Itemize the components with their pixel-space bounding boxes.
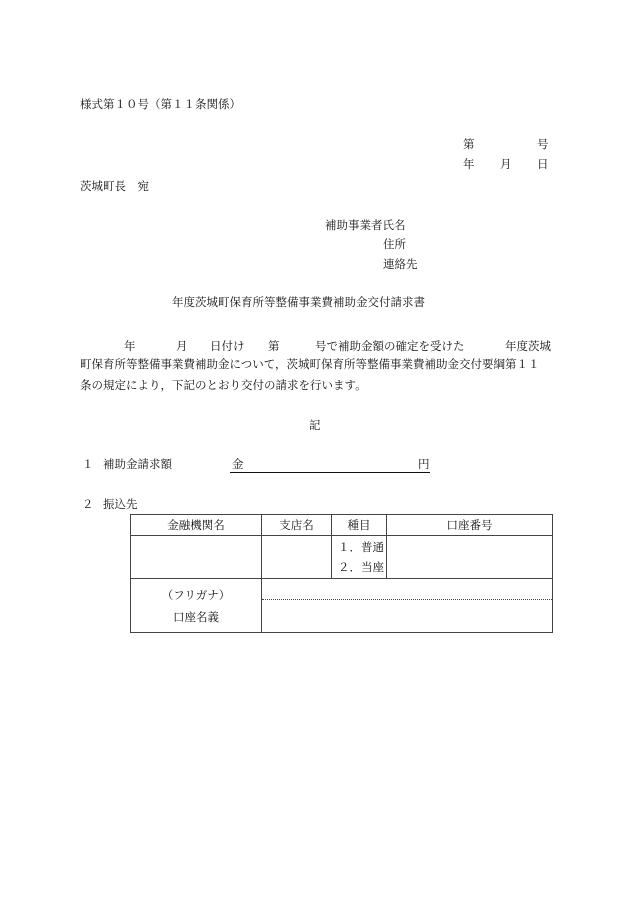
item2-label: 振込先 [103,497,138,511]
date-month: 月 [500,157,512,171]
body-line-3: 条の規定により，下記のとおり交付の請求を行います。 [80,378,367,392]
document-title: 年度茨城町保育所等整備事業費補助金交付請求書 [172,295,425,309]
account-name-label-cell [131,579,262,633]
body-go-text: 号で補助金額の確定を受けた [315,339,465,353]
applicant-address-label: 住所 [383,237,406,251]
item1-number: １ [82,457,94,471]
amount-field[interactable] [230,457,430,473]
header-account-type: 種目 [332,515,387,536]
addressee: 茨城町長 宛 [80,179,149,193]
ki-heading: 記 [309,418,321,432]
body-line-2: 町保育所等整備事業費補助金について，茨城町保育所等整備事業費補助金交付要綱第１１ [80,357,540,371]
item2-number: ２ [82,497,94,511]
account-name-input-cell[interactable] [262,579,553,633]
bank-account-table [130,514,553,633]
type-option-futsu[interactable]: １．普通 [338,540,384,554]
doc-number-go: 号 [537,137,549,151]
account-name-input[interactable] [262,600,552,632]
account-type-cell[interactable] [332,536,387,579]
amount-yen: 円 [418,457,430,471]
doc-number-dai: 第 [463,137,475,151]
bank-table-data-row [131,536,553,579]
branch-name-cell[interactable] [262,536,332,579]
body-year: 年 [124,339,136,353]
account-name-label: 口座名義 [173,609,219,624]
body-month: 月 [176,339,188,353]
body-line-1 [80,338,560,352]
type-option-toza[interactable]: ２．当座 [338,560,384,574]
body-dai: 第 [268,339,280,353]
header-account-number: 口座番号 [387,515,553,536]
date-year: 年 [463,157,475,171]
body-tail: 年度茨城 [505,339,551,353]
body-date-suffix: 日付け [210,339,245,353]
date-day: 日 [537,157,549,171]
bank-name-cell[interactable] [131,536,262,579]
account-number-cell[interactable] [387,536,553,579]
furigana-label: （フリガナ） [161,587,231,602]
applicant-name-label: 補助事業者氏名 [325,218,406,232]
amount-kin: 金 [232,457,244,471]
header-bank-name: 金融機関名 [131,515,262,536]
applicant-contact-label: 連絡先 [383,257,418,271]
header-branch-name: 支店名 [262,515,332,536]
bank-table-header-row [131,515,553,536]
account-name-row [131,579,553,633]
furigana-input[interactable] [262,579,552,600]
form-number: 様式第１０号（第１１条関係） [80,97,241,111]
item1-label: 補助金請求額 [103,457,172,471]
